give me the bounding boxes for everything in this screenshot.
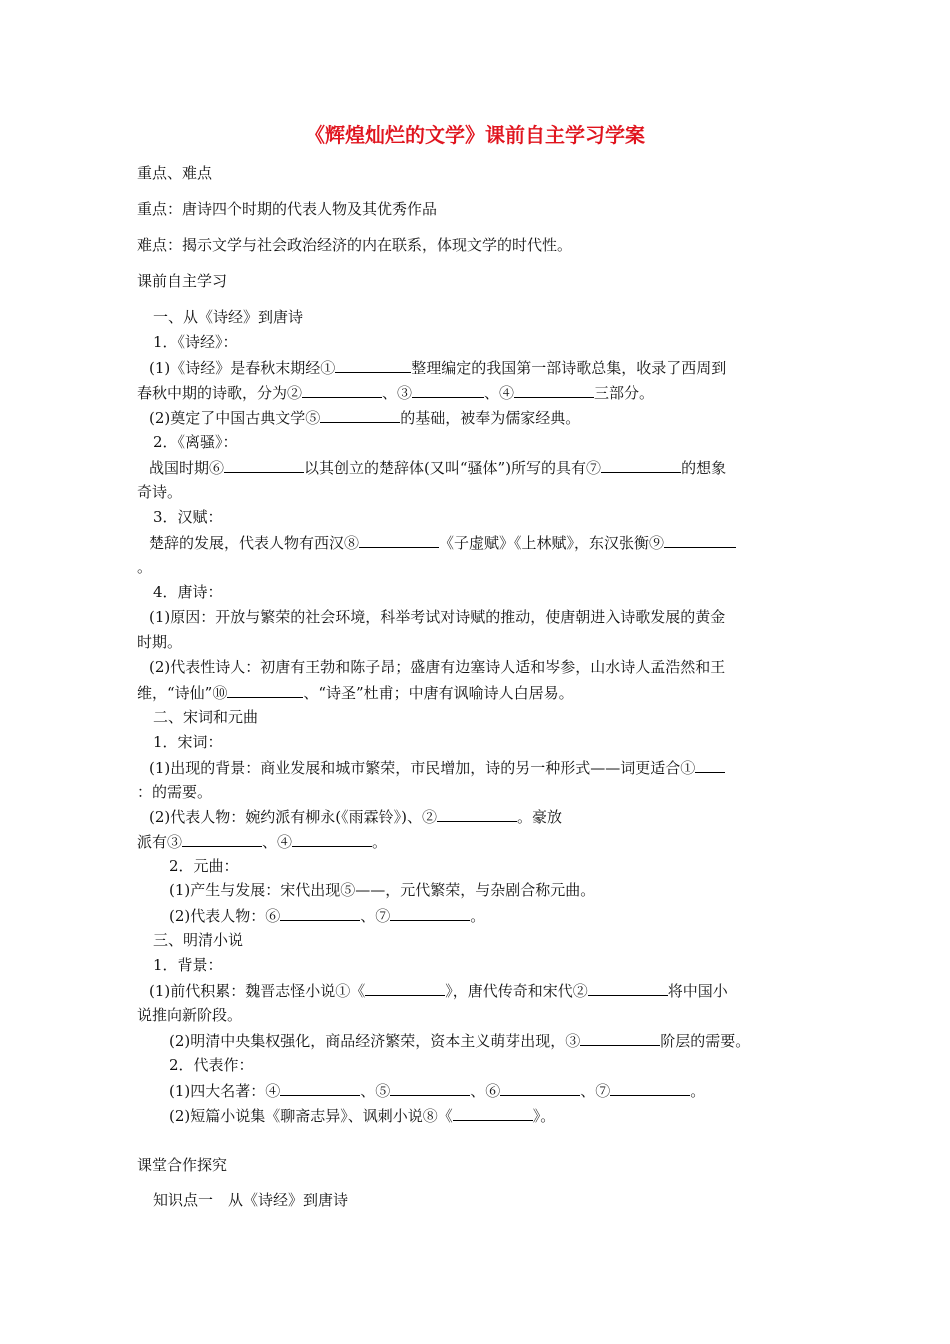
text-fragment: (2)奠定了中国古典文学⑤ bbox=[149, 409, 321, 427]
text-line bbox=[149, 757, 725, 778]
fill-blank[interactable] bbox=[695, 757, 725, 773]
text-line: 说推向新阶段。 bbox=[137, 1006, 243, 1024]
subheading-hanfu: 3．汉赋： bbox=[153, 508, 223, 526]
text-fragment: 。 bbox=[470, 907, 486, 925]
text-fragment: 战国时期⑥ bbox=[149, 459, 225, 477]
fill-blank[interactable] bbox=[224, 457, 304, 473]
text-fragment: 将中国小 bbox=[667, 982, 728, 1000]
text-line: (2)代表性诗人：初唐有王勃和陈子昂；盛唐有边塞诗人适和岑参，山水诗人孟浩然和王 bbox=[149, 658, 726, 676]
section-heading-key-points: 重点、难点 bbox=[137, 164, 213, 182]
text-fragment: 的想象 bbox=[681, 459, 727, 477]
text-fragment: (1)前代积累：魏晋志怪小说①《 bbox=[149, 982, 366, 1000]
fill-blank[interactable] bbox=[437, 806, 517, 822]
text-line bbox=[137, 831, 387, 852]
text-line bbox=[137, 382, 654, 403]
text-line bbox=[169, 1030, 750, 1051]
text-fragment: 》。 bbox=[532, 1107, 556, 1125]
subheading-tangshi: 4．唐诗： bbox=[153, 583, 223, 601]
fill-blank[interactable] bbox=[588, 980, 668, 996]
text-line: (1)原因：开放与繁荣的社会环境，科举考试对诗赋的推动，使唐朝进入诗歌发展的黄金 bbox=[149, 608, 726, 626]
text-fragment: 、③ bbox=[382, 384, 413, 402]
key-point-line: 重点：唐诗四个时期的代表人物及其优秀作品 bbox=[137, 200, 438, 218]
text-fragment: 《子虚赋》《上林赋》，东汉张衡⑨ bbox=[439, 534, 665, 552]
text-line: 奇诗。 bbox=[137, 483, 183, 501]
fill-blank[interactable] bbox=[280, 905, 360, 921]
text-line: 时期。 bbox=[137, 633, 183, 651]
text-line bbox=[169, 1080, 705, 1101]
text-line: (1)产生与发展：宋代出现⑤——，元代繁荣，与杂剧合称元曲。 bbox=[169, 881, 596, 899]
text-line bbox=[149, 357, 726, 378]
text-line: 。 bbox=[137, 558, 153, 576]
fill-blank[interactable] bbox=[390, 1080, 470, 1096]
knowledge-point-heading: 知识点一 从《诗经》到唐诗 bbox=[153, 1191, 349, 1209]
text-fragment: 维，“诗仙”⑩ bbox=[137, 684, 228, 702]
subheading-shijing: 1．《诗经》： bbox=[153, 333, 238, 351]
subheading-representative-works: 2．代表作： bbox=[169, 1056, 254, 1074]
text-line bbox=[149, 806, 562, 827]
text-fragment: 、④ bbox=[484, 384, 515, 402]
fill-blank[interactable] bbox=[580, 1030, 660, 1046]
text-fragment: (1)出现的背景：商业发展和城市繁荣，市民增加，诗的另一种形式——词更适合① bbox=[149, 759, 696, 777]
heading-shijing-to-tang: 一、从《诗经》到唐诗 bbox=[153, 308, 304, 326]
subheading-yuanqu: 2．元曲： bbox=[169, 857, 239, 875]
fill-blank[interactable] bbox=[227, 682, 303, 698]
text-fragment: 的基础，被奉为儒家经典。 bbox=[400, 409, 581, 427]
text-fragment: 阶层的需要。 bbox=[660, 1032, 751, 1050]
text-fragment: (2)代表人物：婉约派有柳永(《雨霖铃》)、② bbox=[149, 808, 437, 826]
fill-blank[interactable] bbox=[182, 831, 262, 847]
text-line bbox=[149, 457, 726, 478]
fill-blank[interactable] bbox=[601, 457, 681, 473]
fill-blank[interactable] bbox=[365, 980, 445, 996]
text-fragment: 楚辞的发展，代表人物有西汉⑧ bbox=[149, 534, 360, 552]
text-line bbox=[169, 1105, 555, 1126]
text-line bbox=[149, 532, 736, 553]
fill-blank[interactable] bbox=[302, 382, 382, 398]
fill-blank[interactable] bbox=[280, 1080, 360, 1096]
heading-ming-qing-novels: 三、明清小说 bbox=[153, 931, 244, 949]
text-fragment: (1)四大名著：④ bbox=[169, 1082, 281, 1100]
fill-blank[interactable] bbox=[412, 382, 484, 398]
fill-blank[interactable] bbox=[514, 382, 594, 398]
fill-blank[interactable] bbox=[292, 831, 372, 847]
text-line bbox=[149, 980, 728, 1001]
text-line bbox=[149, 407, 580, 428]
fill-blank[interactable] bbox=[453, 1105, 533, 1121]
text-fragment: 、⑦ bbox=[580, 1082, 611, 1100]
text-fragment: 春秋中期的诗歌，分为② bbox=[137, 384, 303, 402]
text-fragment: 。 bbox=[690, 1082, 706, 1100]
text-fragment: (2)代表人物：⑥ bbox=[169, 907, 281, 925]
subheading-songci: 1．宋词： bbox=[153, 733, 223, 751]
text-fragment: 。豪放 bbox=[516, 808, 562, 826]
text-fragment: (2)短篇小说集《聊斋志异》、讽刺小说⑧《 bbox=[169, 1107, 453, 1125]
subheading-background: 1．背景： bbox=[153, 956, 223, 974]
difficult-point-line: 难点：揭示文学与社会政治经济的内在联系，体现文学的时代性。 bbox=[137, 236, 573, 254]
fill-blank[interactable] bbox=[664, 532, 736, 548]
text-fragment: 、⑦ bbox=[360, 907, 391, 925]
fill-blank[interactable] bbox=[335, 357, 411, 373]
fill-blank[interactable] bbox=[359, 532, 439, 548]
text-fragment: 、“诗圣”杜甫；中唐有讽喻诗人白居易。 bbox=[303, 684, 574, 702]
heading-songci-yuanqu: 二、宋词和元曲 bbox=[153, 708, 259, 726]
text-fragment: 。 bbox=[372, 833, 388, 851]
fill-blank[interactable] bbox=[500, 1080, 580, 1096]
text-fragment: 、④ bbox=[262, 833, 293, 851]
text-fragment: 派有③ bbox=[137, 833, 183, 851]
text-fragment: 》，唐代传奇和宋代② bbox=[445, 982, 588, 1000]
text-fragment: 整理编定的我国第一部诗歌总集，收录了西周到 bbox=[411, 359, 727, 377]
text-line: ：的需要。 bbox=[137, 783, 213, 801]
fill-blank[interactable] bbox=[320, 407, 400, 423]
text-fragment: (1)《诗经》是春秋末期经① bbox=[149, 359, 336, 377]
subheading-lisao: 2．《离骚》： bbox=[153, 433, 238, 451]
section-heading-classroom: 课堂合作探究 bbox=[137, 1156, 228, 1174]
text-fragment: (2)明清中央集权强化，商品经济繁荣，资本主义萌芽出现，③ bbox=[169, 1032, 581, 1050]
text-fragment: 、⑤ bbox=[360, 1082, 391, 1100]
text-fragment: 三部分。 bbox=[594, 384, 655, 402]
page-title: 《辉煌灿烂的文学》课前自主学习学案 bbox=[305, 123, 645, 147]
section-heading-self-study: 课前自主学习 bbox=[137, 272, 228, 290]
text-fragment: 以其创立的楚辞体(又叫“骚体”)所写的具有⑦ bbox=[304, 459, 602, 477]
fill-blank[interactable] bbox=[610, 1080, 690, 1096]
text-line bbox=[137, 682, 574, 703]
text-fragment: 、⑥ bbox=[470, 1082, 501, 1100]
fill-blank[interactable] bbox=[390, 905, 470, 921]
text-line bbox=[169, 905, 485, 926]
